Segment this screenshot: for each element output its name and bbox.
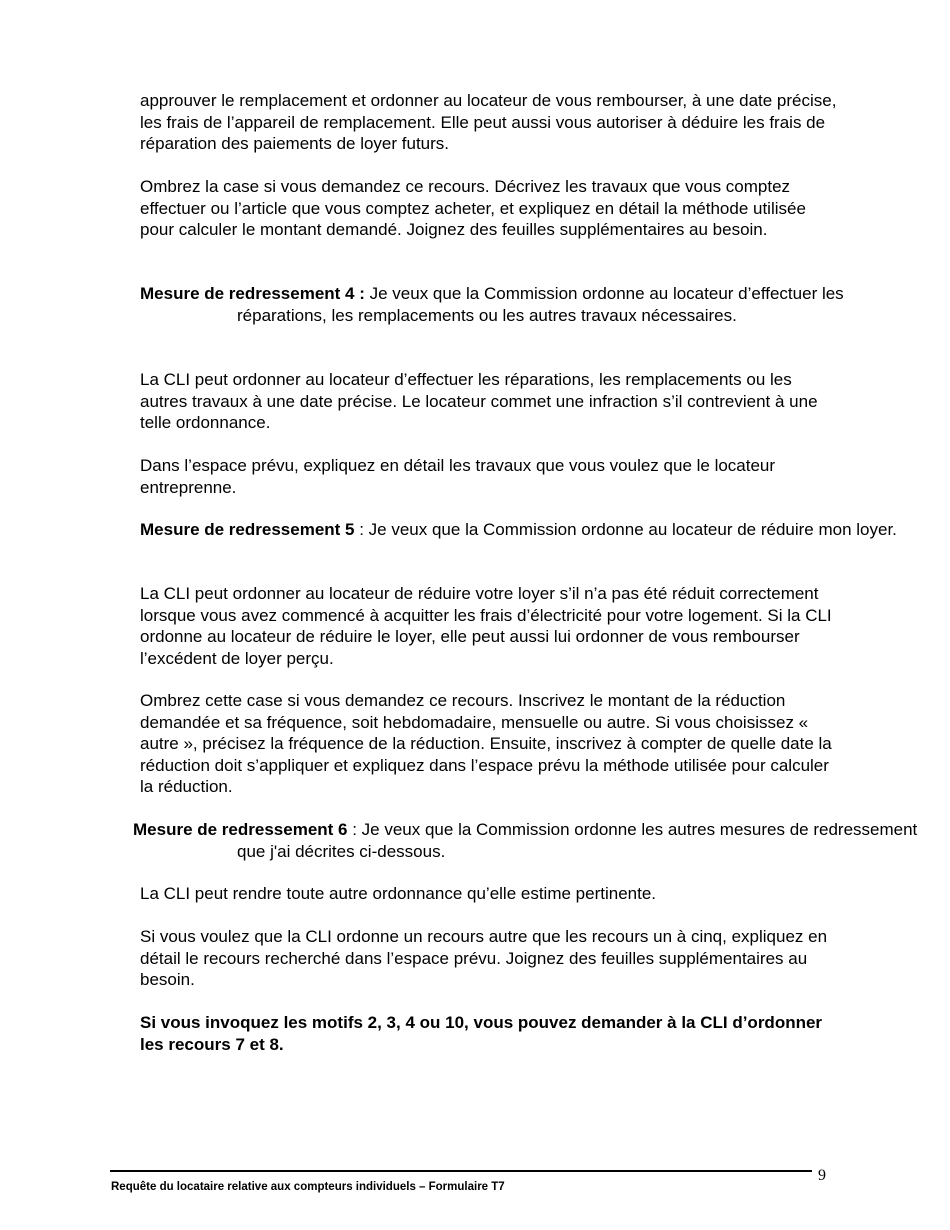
paragraph-grounds-note: Si vous invoquez les motifs 2, 3, 4 ou 10, vous pouvez demander à la CLI d’ordonner les recours 7 et 8. xyxy=(140,1013,823,1054)
remedy-4-label: Mesure de redressement 4 : xyxy=(140,284,365,303)
paragraph-work-explanation: Dans l’espace prévu, expliquez en détail les travaux que vous voulez que le locateur entreprenne. xyxy=(140,456,776,497)
remedy-6-text: : Je veux que la Commission ordonne les autres mesures de redressement que j'ai décrites ci-dessous. xyxy=(237,820,918,861)
page-number: 9 xyxy=(818,1167,826,1184)
paragraph-repair-order: La CLI peut ordonner au locateur d’effectuer les réparations, les remplacements ou les autres travaux à une date précise. Le locateur commet une infraction s’il contrevient à une telle ordonnance. xyxy=(140,370,818,432)
remedy-5 xyxy=(140,519,927,541)
footer-form-title: Requête du locataire relative aux compteurs individuels – Formulaire T7 xyxy=(111,1181,505,1193)
paragraph-replacement-approval: approuver le remplacement et ordonner au locateur de vous rembourser, à une date précise, les frais de l’appareil de remplacement. Elle peut aussi vous autoriser à déduire les frais de réparation des paiements de loyer futurs. xyxy=(140,91,837,153)
remedy-4-text: Je veux que la Commission ordonne au locateur d’effectuer les réparations, les remplacements ou les autres travaux nécessaires. xyxy=(237,284,844,325)
remedy-5-text: : Je veux que la Commission ordonne au locateur de réduire mon loyer. xyxy=(354,520,897,539)
paragraph-other-order: La CLI peut rendre toute autre ordonnance qu’elle estime pertinente. xyxy=(140,884,657,903)
remedy-4 xyxy=(140,283,927,326)
paragraph-other-remedy: Si vous voulez que la CLI ordonne un recours autre que les recours un à cinq, expliquez en détail le recours recherché dans l’espace prévu. Joignez des feuilles supplémentaires au besoin. xyxy=(140,927,828,989)
remedy-6-label: Mesure de redressement 6 xyxy=(133,820,348,839)
paragraph-rent-reduction: La CLI peut ordonner au locateur de réduire votre loyer s’il n’a pas été réduit correctement lorsque vous avez commencé à acquitter les frais d’électricité pour votre logement. Si la CLI ordonne au locateur de réduire le loyer, elle peut aussi lui ordonner de vous rembourser l’excédent de loyer perçu. xyxy=(140,584,832,668)
remedy-6 xyxy=(133,819,927,862)
remedy-5-label: Mesure de redressement 5 xyxy=(140,520,355,539)
footer-divider xyxy=(110,1170,812,1172)
paragraph-reduction-instructions: Ombrez cette case si vous demandez ce recours. Inscrivez le montant de la réduction demandée et sa fréquence, soit hebdomadaire, mensuelle ou autre. Si vous choisissez « autre », précisez la fréquence de la réduction. Ensuite, inscrivez à compter de quelle date la réduction doit s’appliquer et expliquez dans l’espace prévu la méthode utilisée pour calculer la réduction. xyxy=(140,691,832,796)
paragraph-shade-box-instructions: Ombrez la case si vous demandez ce recours. Décrivez les travaux que vous comptez effectuer ou l’article que vous comptez acheter, et expliquez en détail la méthode utilisée pour calculer le montant demandé. Joignez des feuilles supplémentaires au besoin. xyxy=(140,177,806,239)
